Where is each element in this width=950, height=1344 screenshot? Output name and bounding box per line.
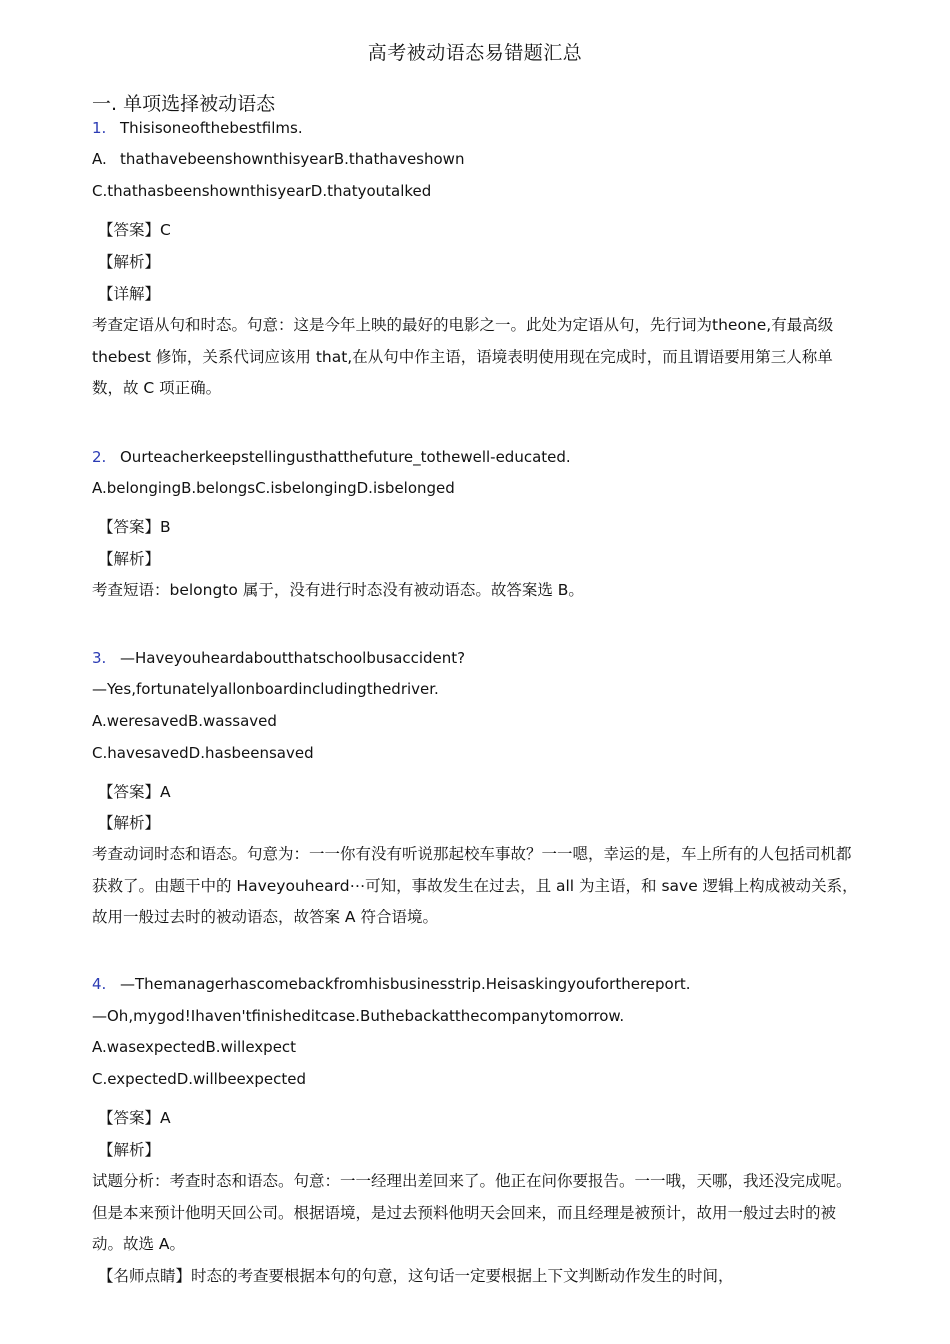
- question-text: Thisisoneofthebestfilms.: [120, 119, 303, 137]
- question-text: —Themanagerhascomebackfromhisbusinesstrip.Heisaskingyouforthereport.: [120, 975, 691, 993]
- question-number: 1.: [92, 119, 107, 137]
- analysis-label: 【解析】: [98, 253, 161, 271]
- question-1-options-line-1: [92, 148, 464, 170]
- answer-label: 【答案】A: [98, 1109, 171, 1127]
- question-3-options-line-2: C.havesavedD.hasbeensaved: [92, 744, 314, 762]
- analysis-label: 【解析】: [98, 814, 161, 832]
- question-number: 2.: [92, 448, 107, 466]
- question-4-options-line-2: C.expectedD.willbeexpected: [92, 1070, 307, 1088]
- question-4-stem: [92, 973, 691, 995]
- question-3-stem: [92, 647, 465, 669]
- answer-label: 【答案】A: [98, 783, 171, 801]
- question-2-stem: [92, 446, 571, 468]
- option-text: thathavebeenshownthisyearB.thathaveshown: [120, 150, 465, 168]
- option-prefix: A.: [92, 150, 107, 168]
- question-3-line-1: —Yes,fortunatelyallonboardincludingthedriver.: [92, 680, 439, 698]
- answer-label: 【答案】B: [98, 518, 171, 536]
- question-text: —Haveyouheardaboutthatschoolbusaccident?: [120, 649, 466, 667]
- analysis-label: 【解析】: [98, 1141, 161, 1159]
- detail-label: 【详解】: [98, 285, 161, 303]
- question-4-options-line-1: A.wasexpectedB.willexpect: [92, 1038, 297, 1056]
- question-2-options-line-1: A.belongingB.belongsC.isbelongingD.isbelonged: [92, 479, 455, 497]
- answer-label: 【答案】C: [98, 221, 171, 239]
- page-title: 高考被动语态易错题汇总: [367, 42, 583, 64]
- section-heading: 一. 单项选择被动语态: [92, 93, 276, 115]
- explanation-text: 考查短语：belongto 属于，没有进行时态没有被动语态。故答案选 B。: [92, 581, 584, 599]
- explanation-text: 考查动词时态和语态。句意为：一一你有没有听说那起校车事故？一一嗯，幸运的是，车上所有的人包括司机都获救了。由题干中的 Haveyouheard⋯可知，事故发生在过去，且 all 为主语，和 save 逻辑上构成被动关系，故用一般过去时的被动语态，故答案 A 符合语境。: [92, 845, 858, 926]
- question-4-line-1: —Oh,mygod!Ihaven'tfinisheditcase.Buthebackatthecompanytomorrow.: [92, 1007, 625, 1025]
- explanation-text: 试题分析：考查时态和语态。句意：一一经理出差回来了。他正在问你要报告。一一哦，天哪，我还没完成呢。但是本来预计他明天回公司。根据语境，是过去预料他明天会回来，而且经理是被预计，故用一般过去时的被动。故选 A。: [92, 1172, 852, 1253]
- question-1-stem: [92, 117, 303, 139]
- question-number: 4.: [92, 975, 107, 993]
- explanation-text: 考查定语从句和时态。句意：这是今年上映的最好的电影之一。此处为定语从句，先行词为theone,有最高级 thebest 修饰，关系代词应该用 that,在从句中作主语，语境表明使用现在完成时，而且谓语要用第三人称单数，故 C 项正确。: [92, 316, 834, 397]
- question-3-options-line-1: A.weresavedB.wassaved: [92, 712, 277, 730]
- question-1-options-line-2: C.thathasbeenshownthisyearD.thatyoutalked: [92, 182, 432, 200]
- question-number: 3.: [92, 649, 107, 667]
- analysis-label: 【解析】: [98, 550, 161, 568]
- question-text: Ourteacherkeepstellingusthatthefuture_tothewell-educated.: [120, 448, 571, 466]
- teacher-tip-text: 【名师点睛】时态的考查要根据本句的句意，这句话一定要根据上下文判断动作发生的时间，: [98, 1267, 734, 1285]
